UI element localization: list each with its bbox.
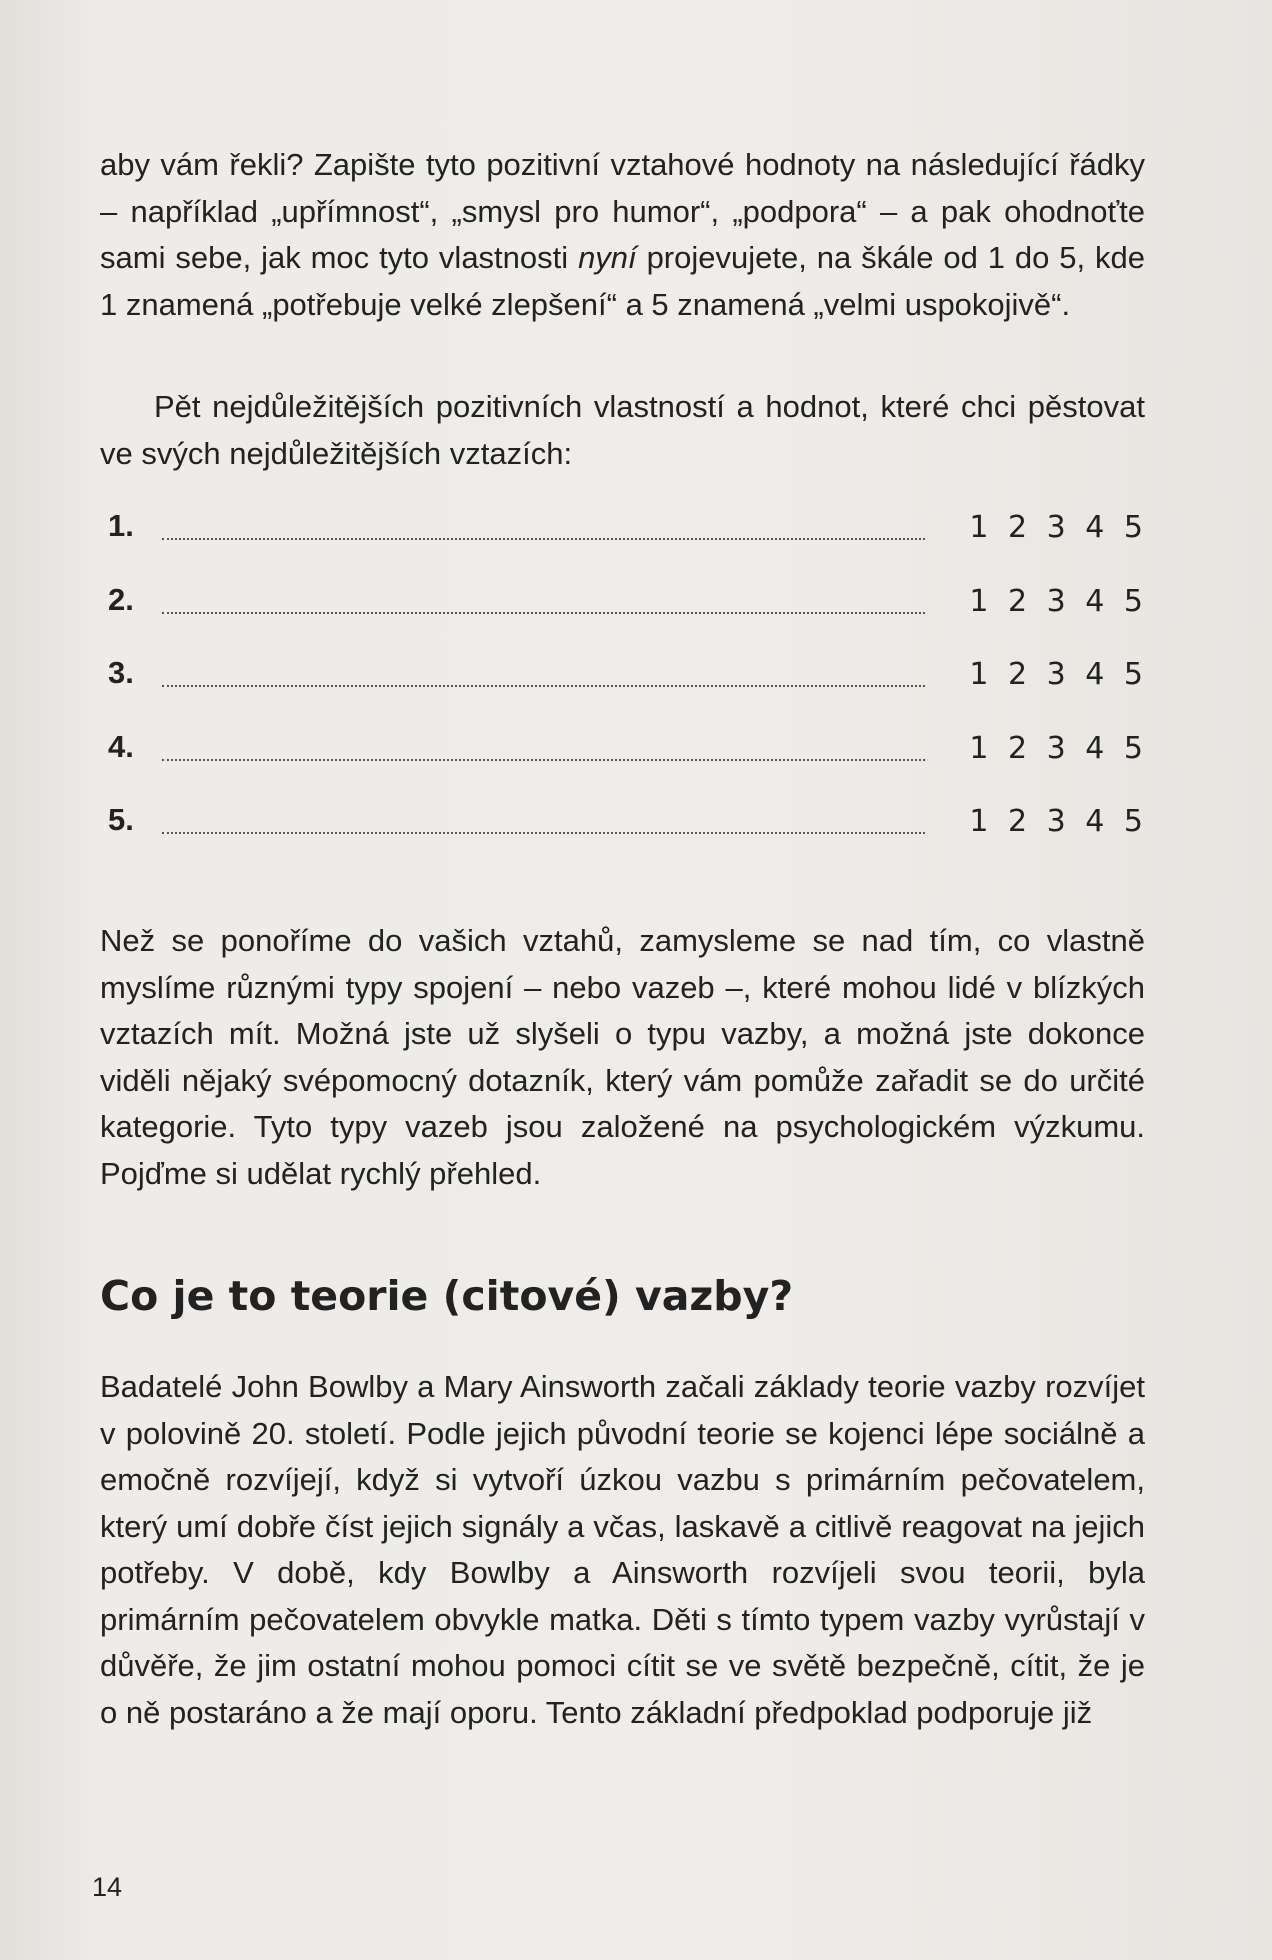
section-heading: Co je to teorie (citové) vazby? xyxy=(100,1272,794,1320)
rating-row xyxy=(100,647,1145,721)
answer-line xyxy=(162,759,925,761)
row-number: 2. xyxy=(108,581,134,617)
rating-row xyxy=(100,574,1145,648)
rating-row xyxy=(100,721,1145,795)
row-number: 1. xyxy=(108,508,134,543)
answer-line xyxy=(162,538,925,540)
row-number: 4. xyxy=(108,728,134,764)
rating-scale: 1 2 3 4 5 xyxy=(969,730,1145,766)
prompt-paragraph: Pět nejdůležitějších pozitivních vlastností a hodnot, které chci pěstovat ve svých nejdůležitějších vztazích: xyxy=(100,389,1145,471)
rating-scale: 1 2 3 4 5 xyxy=(969,510,1145,545)
rating-scale: 1 2 3 4 5 xyxy=(969,804,1145,839)
answer-line xyxy=(162,612,925,614)
intro-emphasis: nyní xyxy=(578,240,637,275)
answer-line xyxy=(162,685,925,687)
theory-paragraph: Badatelé John Bowlby a Mary Ainsworth začali základy teorie vazby rozvíjet v polovině 20. století. Podle jejich původní teorie se kojenci lépe sociálně a emočně rozvíjejí, když si vytvoří úzkou vazbu s primárním pečovatelem, který umí dobře číst jejich signály a včas, laskavě a citlivě reagovat na jejich potřeby. V době, kdy Bowlby a Ainsworth rozvíjeli svou teorii, byla primárním pečovatelem obvykle matka. Děti s tímto typem vazby vyrůstají v důvěře, že jim ostatní mohou pomoci cítit se ve světě bezpečně, cítit, že je o ně postaráno a že mají oporu. Tento základní předpoklad podporuje již xyxy=(100,1369,1145,1730)
rating-list xyxy=(100,500,1145,868)
row-number: 5. xyxy=(108,802,134,837)
page-number: 14 xyxy=(92,1872,123,1902)
answer-line xyxy=(162,832,925,834)
attachment-intro-paragraph: Než se ponoříme do vašich vztahů, zamysleme se nad tím, co vlastně myslíme různými typy spojení – nebo vazeb –, které mohou lidé v blízkých vztazích mít. Možná jste už slyšeli o typu vazby, a možná jste dokonce viděli nějaký svépomocný dotazník, který vám pomůže zařadit se do určité kategorie. Tyto typy vazeb jsou založené na psychologickém výzkumu. Pojďme si udělat rychlý přehled. xyxy=(100,923,1145,1191)
rating-row xyxy=(100,500,1145,574)
rating-scale: 1 2 3 4 5 xyxy=(969,657,1145,692)
rating-row xyxy=(100,794,1145,868)
intro-text-b: projevujete, na škále od 1 do 5, kde 1 znamená „potřebuje velké zlepšení“ a 5 znamená „velmi uspokojivě“. xyxy=(100,240,1146,322)
intro-text-a: aby vám řekli? Zapište tyto pozitivní vztahové hodnoty na následující řádky – například „upřímnost“, „smysl pro humor“, „podpora“ – a pak ohodnoťte sami sebe, jak moc tyto vlastnosti xyxy=(100,147,1145,275)
rating-scale: 1 2 3 4 5 xyxy=(969,583,1145,619)
intro-paragraph xyxy=(100,142,1145,328)
row-number: 3. xyxy=(108,655,134,690)
